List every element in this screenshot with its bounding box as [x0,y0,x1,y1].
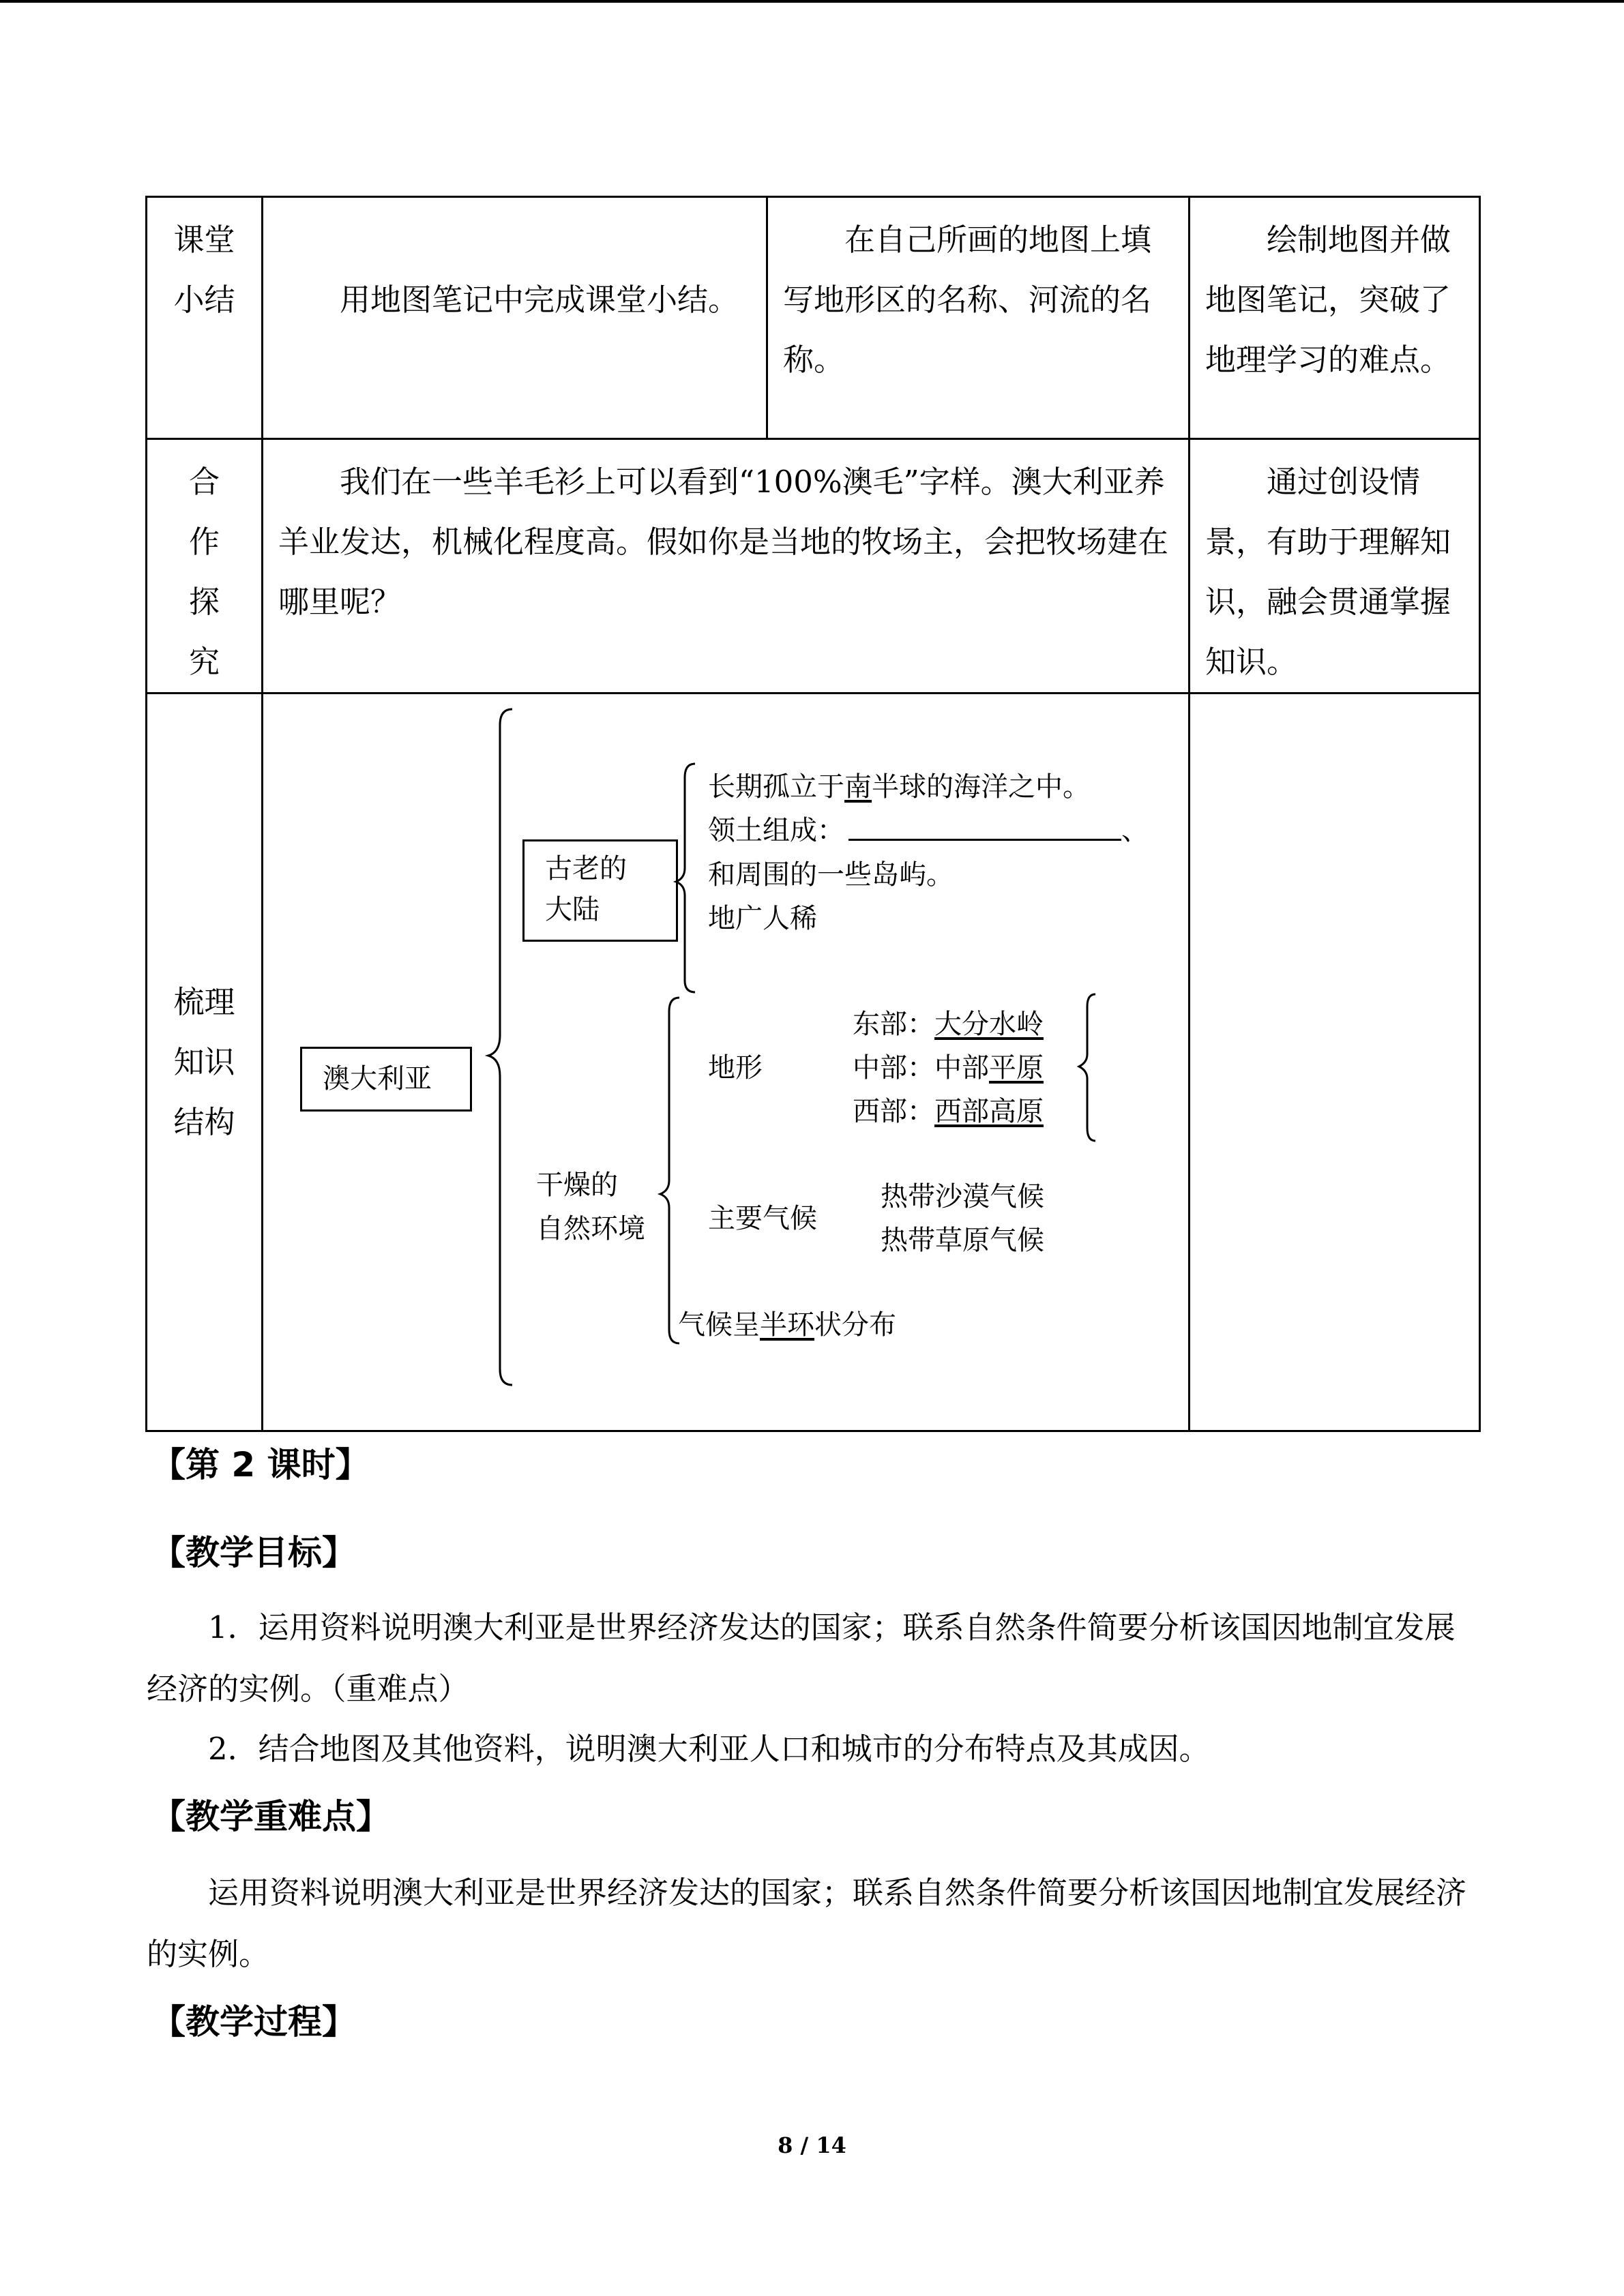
lesson-plan-table [145,196,1481,1432]
climate-type-savanna: 热带草原气候 [881,1225,1044,1256]
climate-label: 主要气候 [708,1203,817,1234]
table-row-summary [147,197,1480,439]
fill-in-blank [848,809,1121,841]
table-row-knowledge-structure [147,694,1480,1431]
root-brace [488,709,512,1385]
header-line: 梳理 [173,983,235,1020]
page-number: 8 / 14 [778,2132,846,2158]
section-objectives: 【教学目标】 [151,1533,356,1572]
old-continent-brace [676,764,695,992]
key-points-text: 运用资料说明澳大利亚是世界经济发达的国家；联系自然条件简要分析该国因地制宜发展经济的实例。 [147,1875,1467,1972]
header-char: 作 [188,524,220,560]
terrain-label: 地形 [708,1052,763,1084]
terrain-east: 东部：大分水岭 [853,1009,1044,1040]
climate-distribution: 气候呈半环状分布 [678,1309,896,1341]
terrain-middle: 中部：中部平原 [853,1052,1044,1084]
structure-purpose-cell [1190,694,1480,1431]
header-char: 合 [188,464,220,500]
section-lesson-2: 【第 2 课时】 [151,1445,370,1485]
dry-environment-node: 干燥的 自然环境 [536,1169,645,1244]
row-header-summary: 课堂小结 [147,197,263,439]
row-header-structure [147,694,263,1431]
old-item-sparse: 地广人稀 [708,903,817,934]
header-line: 知识 [173,1043,235,1080]
dry-environment-brace [660,998,679,1343]
header-line: 结构 [173,1103,235,1140]
header-char: 究 [188,644,220,680]
summary-student-cell: 在自己所画的地图上填写地形区的名称、河流的名称。 [767,197,1190,439]
table-row-cooperation [147,439,1480,694]
old-continent-box: 古老的 大陆 [522,839,678,942]
row-header-cooperation [147,439,263,694]
climate-type-desert: 热带沙漠气候 [881,1181,1044,1212]
terrain-brace [1079,994,1095,1141]
knowledge-mindmap [263,694,1188,1430]
page-top-rule [0,0,1624,3]
cooperation-purpose-cell: 通过创设情景，有助于理解知识，融会贯通掌握知识。 [1190,439,1480,694]
old-item-territory: 领土组成： 、 [708,809,1149,852]
objective-1: 1．运用资料说明澳大利亚是世界经济发达的国家；联系自然条件简要分析该国因地制宜发展经济的实例。（重难点） [147,1609,1456,1707]
summary-activity-cell: 用地图笔记中完成课堂小结。 [263,197,767,439]
objective-2: 2．结合地图及其他资料，说明澳大利亚人口和城市的分布特点及其成因。 [208,1731,1210,1767]
root-node-box: 澳大利亚 [300,1047,472,1112]
cooperation-content-cell: 我们在一些羊毛衫上可以看到“100%澳毛”字样。澳大利亚养羊业发达，机械化程度高。假如你是当地的牧场主，会把牧场建在哪里呢？ [263,439,1190,694]
summary-purpose-cell: 绘制地图并做地图笔记，突破了地理学习的难点。 [1190,197,1480,439]
header-char: 探 [188,584,220,620]
old-item-islands: 和周围的一些岛屿。 [708,859,954,891]
terrain-west: 西部：西部高原 [853,1096,1044,1127]
section-process: 【教学过程】 [151,2002,356,2042]
mindmap-cell [263,694,1190,1431]
section-key-points: 【教学重难点】 [151,1797,390,1836]
old-item-isolated: 长期孤立于南半球的海洋之中。 [708,771,1090,803]
